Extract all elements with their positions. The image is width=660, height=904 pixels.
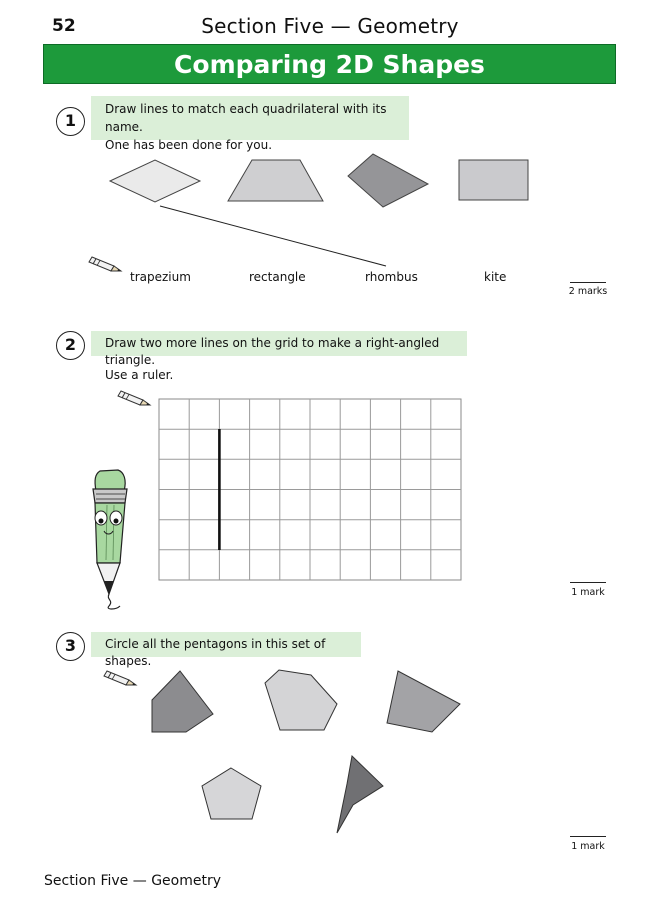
question-3-prompt: Circle all the pentagons in this set of shapes. [91, 632, 361, 657]
pentagon-dark-shape[interactable] [152, 671, 213, 732]
trapezium-shape[interactable] [228, 160, 323, 201]
kite-shape[interactable] [348, 154, 428, 207]
question-1-instruction-line-2: One has been done for you. [105, 138, 273, 152]
pencil-mascot-icon [93, 470, 127, 609]
question-1-number: 1 [56, 107, 85, 136]
question-2-sub-instruction: Use a ruler. [105, 368, 174, 382]
name-label-rhombus[interactable]: rhombus [365, 270, 418, 284]
question-2-number: 2 [56, 331, 85, 360]
rhombus-shape[interactable] [110, 160, 200, 202]
page-title-banner: Comparing 2D Shapes [43, 44, 616, 84]
quadrilateral-shape[interactable] [387, 671, 460, 732]
question-3-number: 3 [56, 632, 85, 661]
name-label-trapezium[interactable]: trapezium [130, 270, 191, 284]
question-2-marks: 1 mark [571, 587, 605, 598]
pencil-icon [104, 671, 136, 685]
name-label-kite[interactable]: kite [484, 270, 507, 284]
hexagon-shape[interactable] [265, 670, 337, 730]
question-1-instruction-line-1: Draw lines to match each quadrilateral with its name. [105, 102, 387, 134]
question-1-marks: 2 marks [568, 286, 608, 297]
pencil-icon [118, 391, 150, 405]
square-grid[interactable] [159, 399, 461, 580]
question-3-marks: 1 mark [571, 841, 605, 852]
question-2-prompt: Draw two more lines on the grid to make a right-angled triangle. [91, 331, 467, 356]
footer-section-title: Section Five — Geometry [44, 873, 221, 889]
concave-shape[interactable] [337, 756, 383, 833]
page-number: 52 [52, 16, 76, 36]
example-match-line [160, 206, 386, 266]
name-label-rectangle[interactable]: rectangle [249, 270, 306, 284]
regular-pentagon-shape[interactable] [202, 768, 261, 819]
section-title: Section Five — Geometry [201, 14, 459, 38]
rectangle-shape[interactable] [459, 160, 528, 200]
pencil-icon [89, 257, 121, 271]
